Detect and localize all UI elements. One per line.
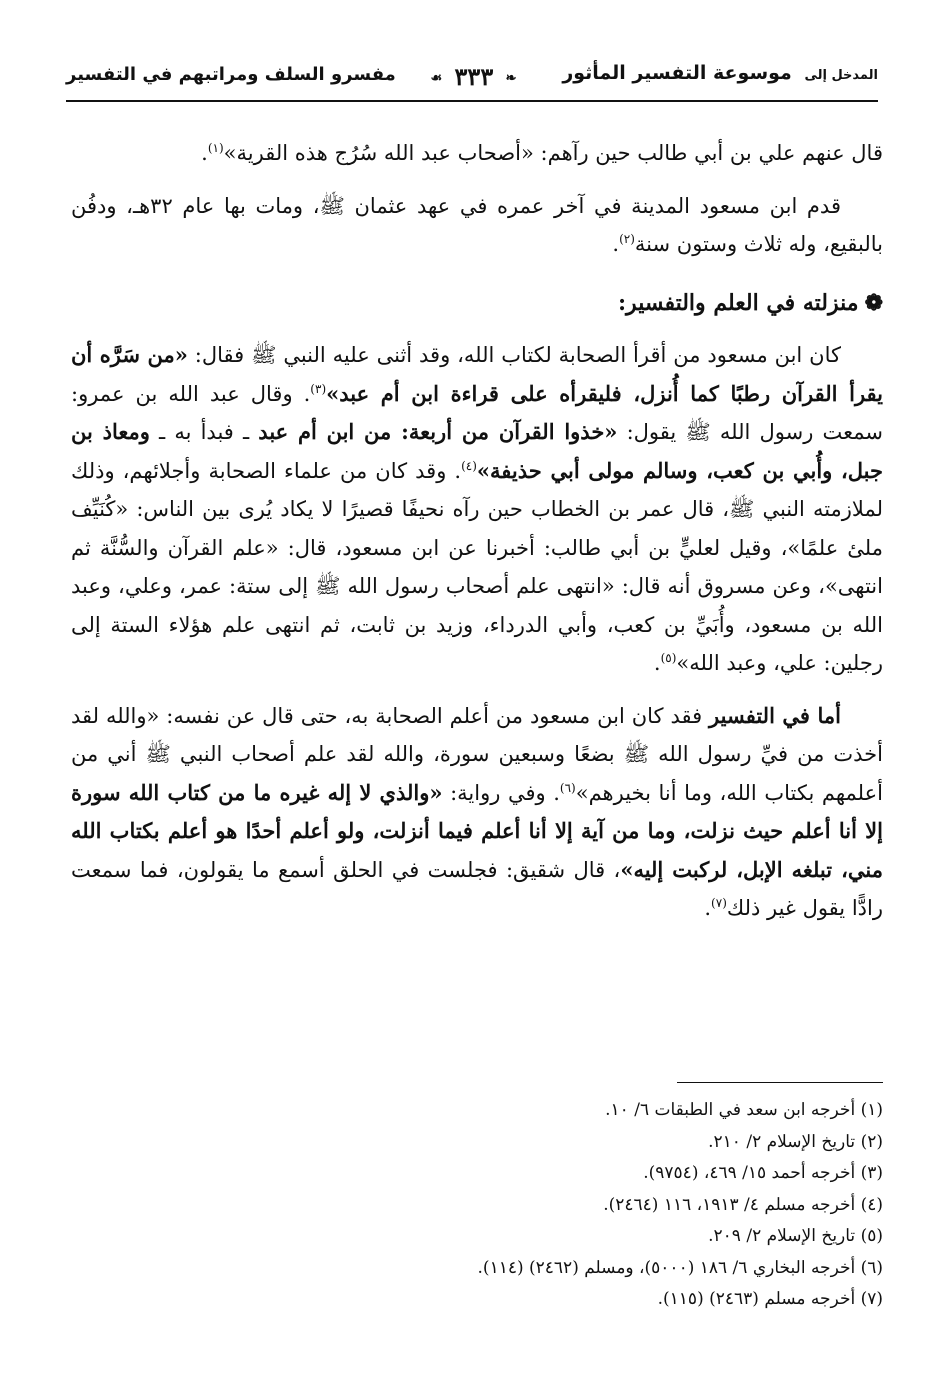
quote: «والذي لا إله غيره ما من كتاب الله سورة إلا أنا أعلم حيث نزلت، وما من آية إلا أنا أعلم فيما أنزلت، ولو أعلم أحدًا هو أعلم بكتاب الله مني، تبلغه الإبل، لركبت إليه» <box>71 779 883 882</box>
hadith-quote: «من سَرَّه أن يقرأ القرآن رطبًا كما أُنزل، فليقرأه على قراءة ابن أم عبد» <box>71 342 883 406</box>
footnote: (٤) أخرجه مسلم ٤/ ١٩١٣، ١١٦ (٢٤٦٤). <box>603 1194 883 1215</box>
footnote-divider <box>677 1082 883 1083</box>
paragraph: قال عنهم علي بن أبي طالب حين رآهم: «أصحاب عبد الله سُرُج هذه القرية»$^{(١)}$. <box>201 141 883 165</box>
ornament-icon: ☙ <box>430 70 443 86</box>
chapter-title: مفسرو السلف ومراتبهم في التفسير <box>66 64 396 85</box>
page-number <box>396 62 551 94</box>
header-divider <box>66 100 878 102</box>
hadith-quote: «خذوا القرآن من أربعة: من ابن أم عبد <box>258 419 618 444</box>
footnote: (٣) أخرجه أحمد ١٥/ ٤٦٩، (٩٧٥٤). <box>643 1163 883 1183</box>
paragraph: كان ابن مسعود من أقرأ الصحابة لكتاب الله، وقد أثنى عليه النبي ﷺ فقال: «من سَرَّه أن يقرأ القرآن رطبًا كما أُنزل، فليقرأه على قراءة ابن أم عبد»$^{(٣)}$. وقال عبد الله بن عمرو: سمعت رسول الله ﷺ يقول: «خذوا القرآن من أربعة: من ابن أم عبد ـ فبدأ به ـ ومعاذ بن جبل، وأُبي بن كعب، وسالم مولى أبي حذيفة»$^{(٤)}$. وقد كان من علماء الصحابة وأجلائهم، وذلك لملازمته النبي ﷺ، قال عمر بن الخطاب حين رآه نحيفًا قصيرًا لا يكاد يُرى بين الناس: «كُنَيِّف ملئ علمًا»، وقيل لعليٍّ بن أبي طالب: أخبرنا عن ابن مسعود، قال: «علم القرآن والسُّنَّة ثم انتهى»، وعن مسروق أنه قال: «انتهى علم أصحاب رسول الله ﷺ إلى ستة: عمر، وعلي، وعبد الله بن مسعود، وأُبَيِّ بن كعب، وأبي الدرداء، وزيد بن ثابت، ثم انتهى علم هؤلاء الستة إلى رجلين: علي، وعبد الله»$^{(٥)}$. <box>71 342 883 675</box>
footnote-ref: (٢) <box>619 232 635 246</box>
footnote: (٦) أخرجه البخاري ٦/ ١٨٦ (٥٠٠٠)، ومسلم (٢٤٦٢) (١١٤). <box>477 1257 883 1278</box>
footnote-ref: (٦) <box>559 780 576 795</box>
footnote-ref: (١) <box>207 141 224 155</box>
footnote: (٢) تاريخ الإسلام ٢/ ٢١٠. <box>708 1131 883 1152</box>
footnote: (١) أخرجه ابن سعد في الطبقات ٦/ ١٠. <box>605 1100 883 1120</box>
footnote: (٧) أخرجه مسلم (٢٤٦٣) (١١٥). <box>657 1289 883 1309</box>
paragraph: قدم ابن مسعود المدينة في آخر عمره في عهد عثمان ﷺ، ومات بها عام ٣٢هـ، ودفُن بالبقيع، وله ثلاث وستون سنة$^{(٢)}$. <box>71 193 883 256</box>
footnote-ref: (٥) <box>660 651 677 665</box>
section-heading: ❁منزلته في العلم والتفسير: <box>617 289 883 316</box>
footnote-ref: (٧) <box>711 896 727 910</box>
footnote-ref: (٣) <box>310 381 327 396</box>
paragraph: أما في التفسير فقد كان ابن مسعود من أعلم الصحابة به، حتى قال عن نفسه: «والله لقد أخذت من فيِّ رسول الله ﷺ بضعًا وسبعين سورة، والله لقد علم أصحاب النبي ﷺ أني من أعلمهم بكتاب الله، وما أنا بخيرهم»$^{(٦)}$. وفي رواية: «والذي لا إله غيره ما من كتاب الله سورة إلا أنا أعلم حيث نزلت، وما من آية إلا أنا أعلم فيما أنزلت، ولو أعلم أحدًا هو أعلم بكتاب الله مني، تبلغه الإبل، لركبت إليه»، قال شقيق: فجلست في الحلق أسمع ما يقولون، فما سمعت رادًّا يقول غير ذلك$^{(٧)}$. <box>71 702 883 920</box>
footnote: (٥) تاريخ الإسلام ٢/ ٢٠٩. <box>708 1226 883 1246</box>
ornament-icon: ❧ <box>505 70 517 86</box>
book-title-logo <box>562 62 878 84</box>
main-text <box>71 134 883 928</box>
footnotes <box>71 1095 883 1316</box>
hadith-quote: ومعاذ بن جبل، وأُبي بن كعب، وسالم مولى أبي حذيفة» <box>71 419 883 483</box>
flower-ornament-icon: ❁ <box>864 289 883 316</box>
footnote-ref: (٤) <box>461 458 477 473</box>
book-title: موسوعة التفسير المأثور <box>562 62 792 84</box>
book-prefix: المدخل إلى <box>804 68 878 83</box>
page-header <box>66 62 878 104</box>
page-number-text: ٣٣٣ <box>454 62 494 91</box>
